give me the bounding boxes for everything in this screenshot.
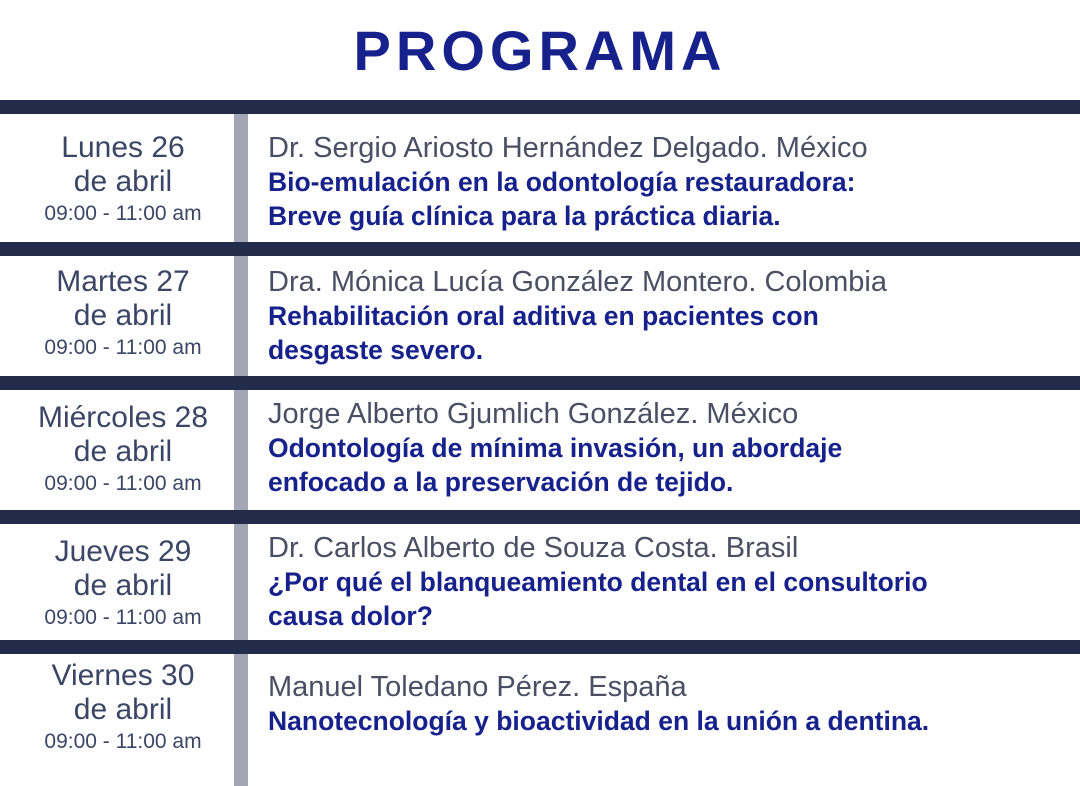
session-month: de abril (73, 299, 173, 332)
session-info (268, 397, 1068, 499)
topic-line: Rehabilitación oral aditiva en pacientes con (268, 301, 819, 331)
session-month: de abril (73, 165, 173, 198)
session-info (268, 531, 1068, 633)
session-day: Martes 27 (56, 265, 190, 298)
row-separator (0, 640, 1080, 654)
session-date (0, 401, 246, 499)
session-month: de abril (73, 569, 173, 602)
session-day: Viernes 30 (51, 659, 195, 692)
topic-line: enfocado a la preservación de tejido. (268, 467, 734, 497)
session-time: 09:00 - 11:00 am (44, 336, 202, 359)
topic-line: Bio-emulación en la odontología restauradora: (268, 167, 856, 197)
session-day: Lunes 26 (61, 131, 185, 164)
speaker-name: Dra. Mónica Lucía González Montero. Colombia (268, 266, 887, 298)
session-info (268, 131, 1068, 233)
speaker-name: Dr. Sergio Ariosto Hernández Delgado. México (268, 132, 868, 164)
topic-line: Odontología de mínima invasión, un abordaje (268, 433, 843, 463)
session-date (0, 265, 246, 363)
session-time: 09:00 - 11:00 am (44, 606, 202, 629)
row-separator (0, 100, 1080, 114)
session-time: 09:00 - 11:00 am (44, 202, 202, 225)
speaker-name: Jorge Alberto Gjumlich González. México (268, 398, 799, 430)
session-month: de abril (73, 435, 173, 468)
topic-line: causa dolor? (268, 601, 433, 631)
topic-line: ¿Por qué el blanqueamiento dental en el consultorio (268, 567, 928, 597)
session-day: Miércoles 28 (37, 401, 209, 434)
session-info (268, 265, 1068, 367)
session-date (0, 659, 246, 757)
topic-line: Breve guía clínica para la práctica diaria. (268, 201, 781, 231)
speaker-name: Dr. Carlos Alberto de Souza Costa. Brasil (268, 532, 799, 564)
session-time: 09:00 - 11:00 am (44, 472, 202, 495)
topic-line: Nanotecnología y bioactividad en la unión a dentina. (268, 706, 930, 736)
session-info (268, 670, 1068, 738)
session-date (0, 535, 246, 633)
session-date (0, 131, 246, 229)
row-separator (0, 376, 1080, 390)
row-separator (0, 510, 1080, 524)
page-title: PROGRAMA (353, 19, 727, 82)
session-month: de abril (73, 693, 173, 726)
row-separator (0, 242, 1080, 256)
session-time: 09:00 - 11:00 am (44, 730, 202, 753)
session-day: Jueves 29 (54, 535, 192, 568)
topic-line: desgaste severo. (268, 335, 484, 365)
speaker-name: Manuel Toledano Pérez. España (268, 671, 687, 703)
